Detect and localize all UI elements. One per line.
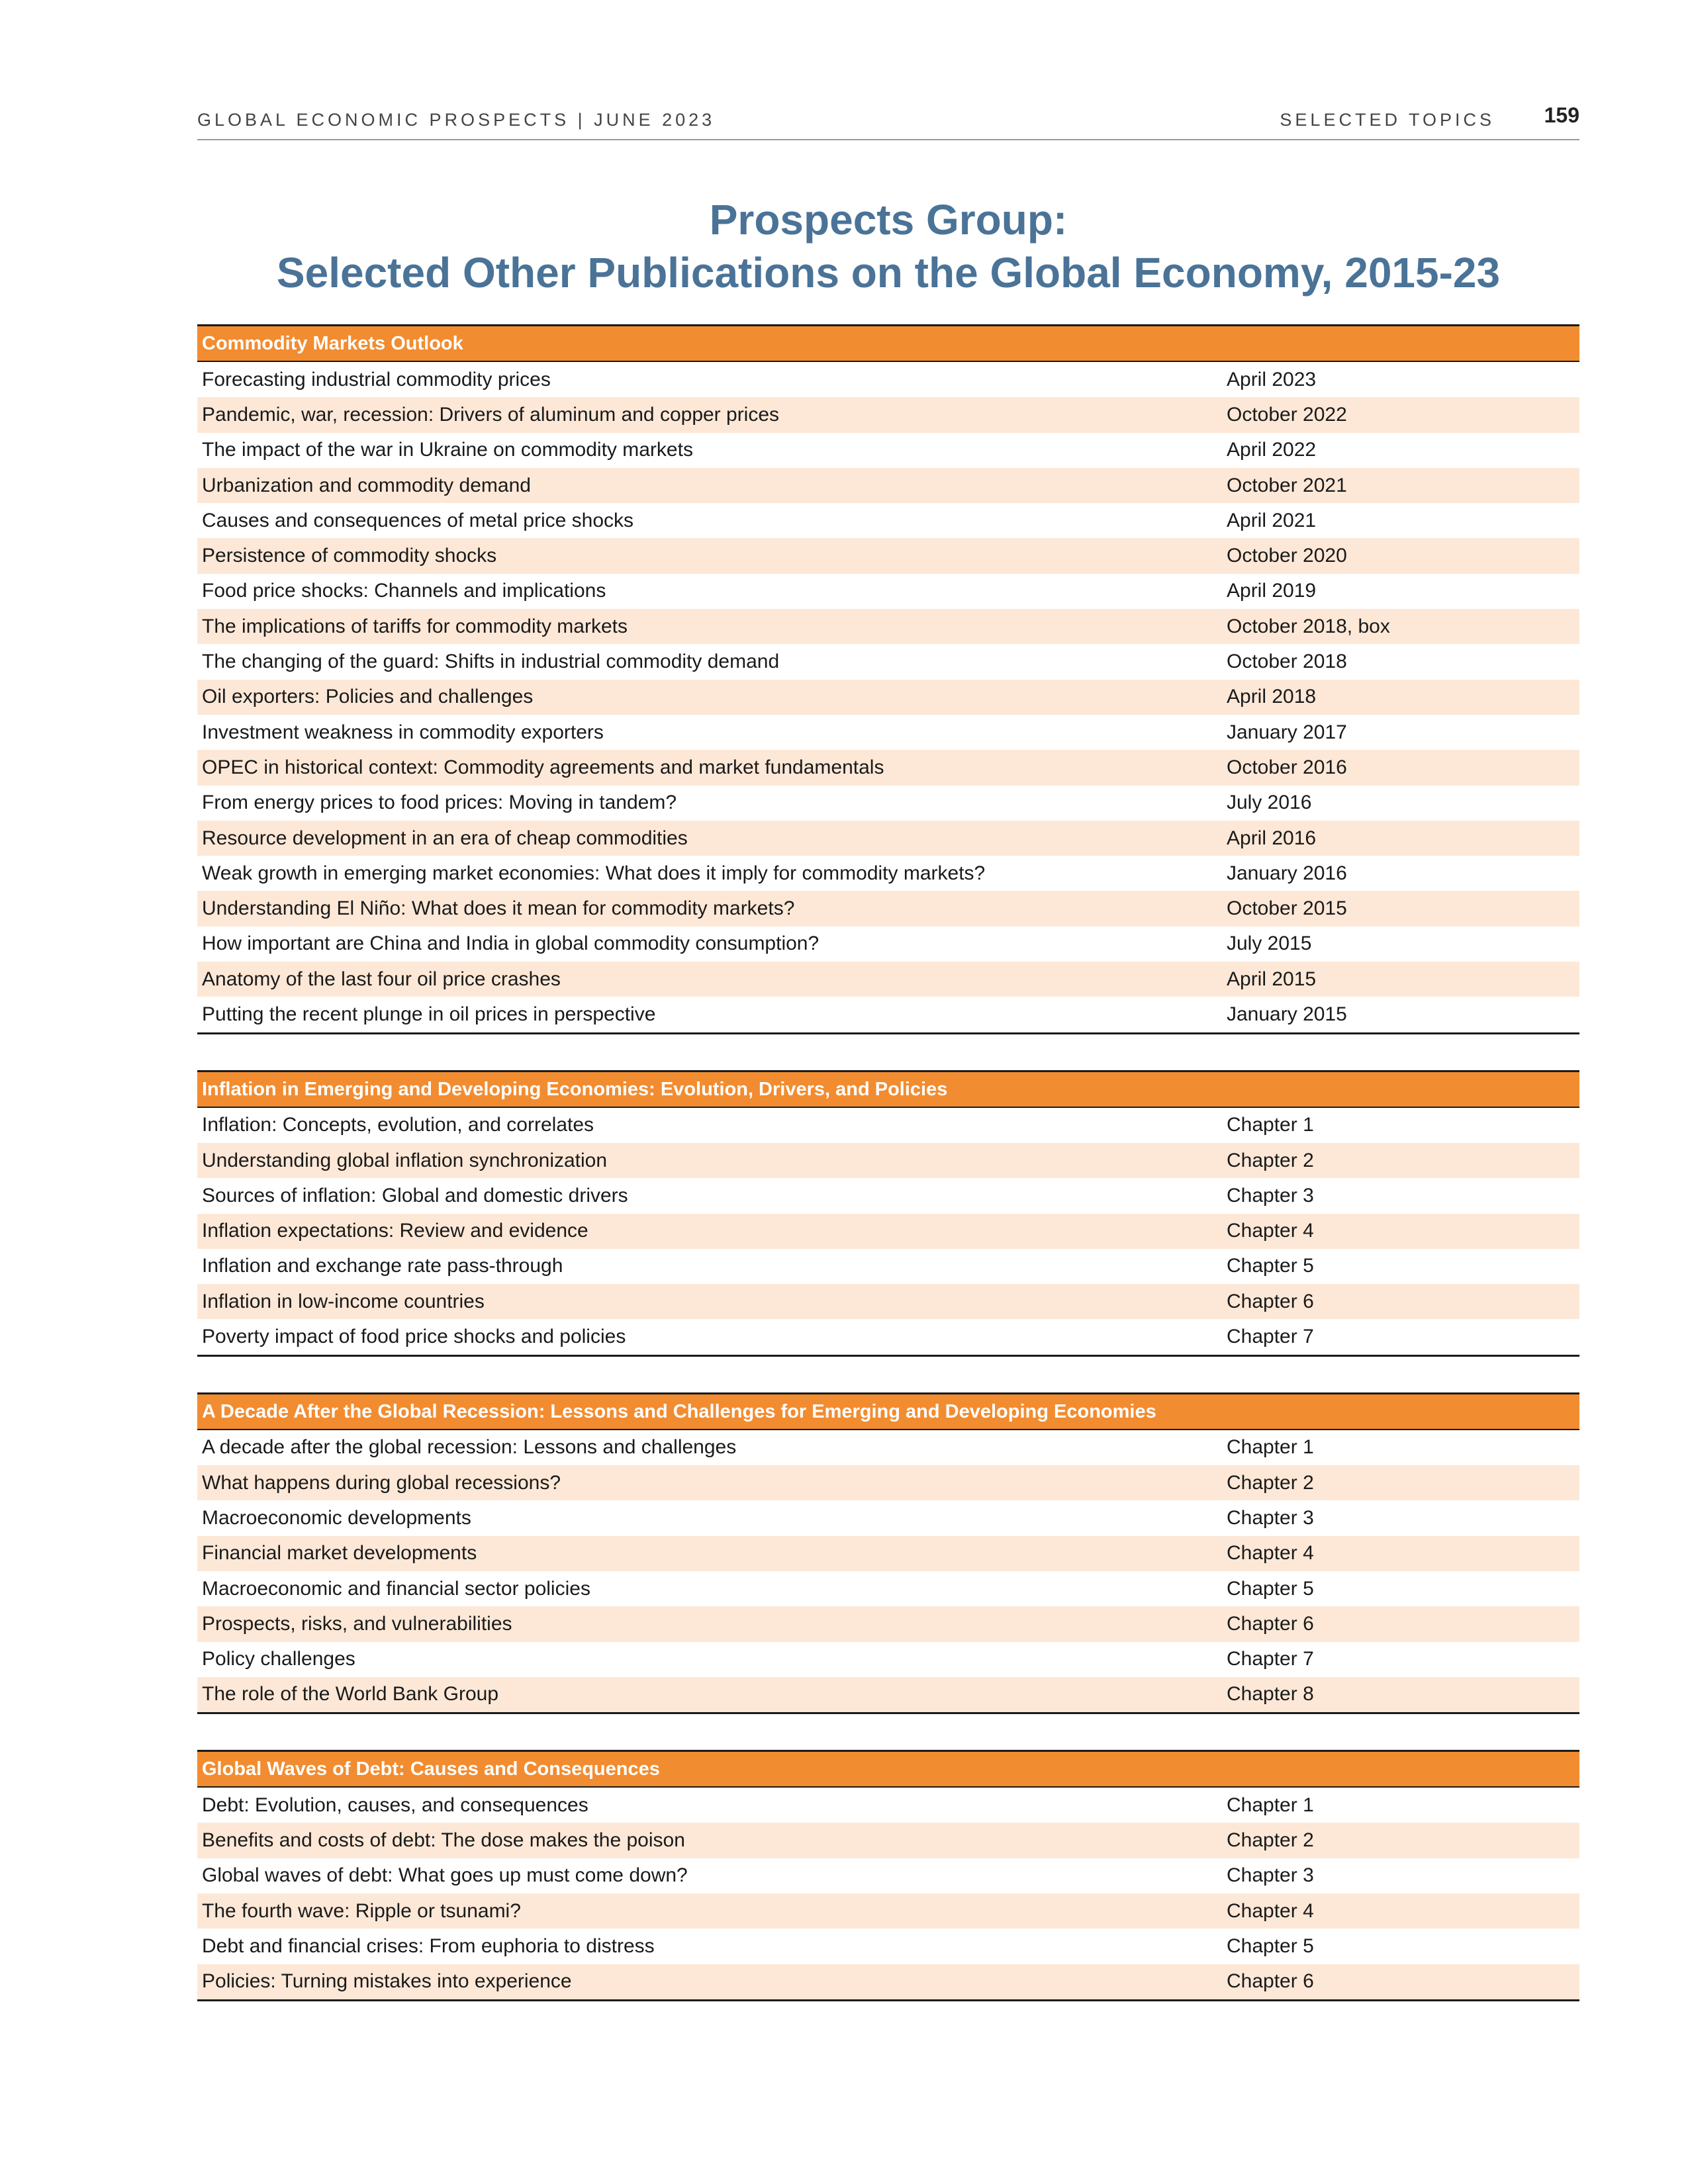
- table-row: [197, 1823, 1579, 1858]
- publication-date: July 2016: [1227, 792, 1312, 814]
- table-row: [197, 1536, 1579, 1571]
- publication-date: April 2021: [1227, 509, 1317, 531]
- table-row: [197, 1465, 1579, 1500]
- table-body: [197, 1788, 1579, 1999]
- table-row: [197, 856, 1579, 891]
- table-row: [197, 574, 1579, 609]
- publication-date: January 2016: [1227, 862, 1347, 884]
- page-title: [197, 193, 1579, 299]
- publication-title: Macroeconomic developments: [202, 1506, 471, 1529]
- publication-date: July 2015: [1227, 933, 1312, 955]
- table-row: [197, 1964, 1579, 1999]
- publication-title: Pandemic, war, recession: Drivers of aluminum and copper prices: [202, 403, 780, 426]
- publication-date: Chapter 4: [1227, 1542, 1314, 1565]
- publication-title: The changing of the guard: Shifts in industrial commodity demand: [202, 651, 780, 673]
- publication-title: Forecasting industrial commodity prices: [202, 368, 551, 390]
- publication-title: The role of the World Bank Group: [202, 1683, 499, 1706]
- publication-date: Chapter 6: [1227, 1970, 1314, 1993]
- publication-title: Macroeconomic and financial sector policies: [202, 1577, 590, 1600]
- table-heading: Global Waves of Debt: Causes and Consequences: [197, 1752, 1579, 1788]
- publication-title: OPEC in historical context: Commodity agreements and market fundamentals: [202, 756, 884, 778]
- table-row: [197, 891, 1579, 926]
- table-row: [197, 362, 1579, 397]
- publication-date: Chapter 1: [1227, 1436, 1314, 1459]
- publication-date: October 2021: [1227, 474, 1347, 496]
- table-row: [197, 1249, 1579, 1284]
- publication-title: From energy prices to food prices: Moving in tandem?: [202, 792, 677, 814]
- table-row: [197, 1284, 1579, 1319]
- publication-title: A decade after the global recession: Lessons and challenges: [202, 1436, 737, 1459]
- table-row: [197, 1788, 1579, 1823]
- table-row: [197, 927, 1579, 962]
- publication-date: October 2022: [1227, 403, 1347, 426]
- publication-title: The fourth wave: Ripple or tsunami?: [202, 1899, 521, 1922]
- publication-date: January 2015: [1227, 1003, 1347, 1025]
- publication-title: How important are China and India in global commodity consumption?: [202, 933, 820, 955]
- publication-date: October 2015: [1227, 897, 1347, 920]
- publication-title: Investment weakness in commodity exporters: [202, 721, 604, 743]
- publication-title: Inflation and exchange rate pass-through: [202, 1255, 563, 1277]
- publication-date: Chapter 2: [1227, 1471, 1314, 1494]
- publication-title: Persistence of commodity shocks: [202, 545, 497, 567]
- table-row: [197, 1893, 1579, 1929]
- publication-title: Urbanization and commodity demand: [202, 474, 531, 496]
- publication-date: Chapter 1: [1227, 1114, 1314, 1136]
- publication-title: Understanding El Niño: What does it mean for commodity markets?: [202, 897, 795, 920]
- publication-title: Inflation: Concepts, evolution, and correlates: [202, 1114, 594, 1136]
- publication-date: Chapter 8: [1227, 1683, 1314, 1706]
- table-row: [197, 1178, 1579, 1213]
- publication-date: Chapter 3: [1227, 1864, 1314, 1887]
- publication-title: Weak growth in emerging market economies: What does it imply for commodity markets?: [202, 862, 986, 884]
- publication-title: The impact of the war in Ukraine on commodity markets: [202, 439, 693, 461]
- section-name: SELECTED TOPICS: [1280, 110, 1495, 130]
- table-row: [197, 1677, 1579, 1712]
- publication-title: Oil exporters: Policies and challenges: [202, 686, 534, 708]
- publication-date: April 2018: [1227, 686, 1317, 708]
- publication-title: Financial market developments: [202, 1542, 477, 1565]
- publication-title: Understanding global inflation synchronization: [202, 1149, 608, 1171]
- publication-date: Chapter 3: [1227, 1506, 1314, 1529]
- table-heading: Inflation in Emerging and Developing Economies: Evolution, Drivers, and Policies: [197, 1072, 1579, 1108]
- publication-date: Chapter 7: [1227, 1326, 1314, 1348]
- table-body: [197, 1108, 1579, 1355]
- table-row: [197, 786, 1579, 821]
- table-row: [197, 1214, 1579, 1249]
- table-row: [197, 1108, 1579, 1143]
- publication-date: Chapter 2: [1227, 1829, 1314, 1852]
- publication-date: October 2020: [1227, 545, 1347, 567]
- table-row: [197, 397, 1579, 432]
- publication-date: Chapter 1: [1227, 1794, 1314, 1816]
- publication-date: April 2019: [1227, 580, 1317, 602]
- table-row: [197, 1143, 1579, 1178]
- table-heading: A Decade After the Global Recession: Lessons and Challenges for Emerging and Developing Economies: [197, 1394, 1579, 1430]
- table-row: [197, 1929, 1579, 1964]
- publication-title: Resource development in an era of cheap commodities: [202, 827, 688, 849]
- publication-date: Chapter 4: [1227, 1899, 1314, 1922]
- table-row: [197, 503, 1579, 538]
- publication-title: Debt: Evolution, causes, and consequences: [202, 1794, 588, 1816]
- table-row: [197, 538, 1579, 573]
- page-title-line-1: Prospects Group:: [709, 196, 1068, 244]
- publication-title: Benefits and costs of debt: The dose makes the poison: [202, 1829, 685, 1852]
- table-row: [197, 1500, 1579, 1535]
- publication-title: Debt and financial crises: From euphoria to distress: [202, 1934, 655, 1957]
- publication-date: Chapter 6: [1227, 1612, 1314, 1635]
- publication-table: [197, 1070, 1579, 1357]
- publication-name: GLOBAL ECONOMIC PROSPECTS | JUNE 2023: [197, 110, 716, 130]
- table-heading: Commodity Markets Outlook: [197, 326, 1579, 362]
- table-row: [197, 997, 1579, 1032]
- publication-date: Chapter 4: [1227, 1220, 1314, 1242]
- publication-title: Inflation expectations: Review and evidence: [202, 1220, 588, 1242]
- publication-date: October 2018, box: [1227, 615, 1390, 637]
- table-body: [197, 362, 1579, 1032]
- publication-title: Putting the recent plunge in oil prices in perspective: [202, 1003, 656, 1025]
- publication-date: October 2018: [1227, 651, 1347, 673]
- publication-table: [197, 1750, 1579, 2001]
- table-row: [197, 609, 1579, 644]
- table-row: [197, 1858, 1579, 1893]
- publication-date: April 2022: [1227, 439, 1317, 461]
- publication-date: Chapter 6: [1227, 1290, 1314, 1312]
- publication-date: April 2015: [1227, 968, 1317, 990]
- table-row: [197, 644, 1579, 679]
- publication-tables: [197, 324, 1579, 2037]
- publication-date: April 2023: [1227, 368, 1317, 390]
- publication-date: Chapter 5: [1227, 1934, 1314, 1957]
- table-row: [197, 1642, 1579, 1677]
- publication-date: Chapter 5: [1227, 1255, 1314, 1277]
- table-row: [197, 468, 1579, 503]
- publication-date: Chapter 3: [1227, 1184, 1314, 1206]
- publication-title: Causes and consequences of metal price shocks: [202, 509, 634, 531]
- table-row: [197, 1606, 1579, 1641]
- publication-title: Global waves of debt: What goes up must come down?: [202, 1864, 688, 1887]
- publication-title: What happens during global recessions?: [202, 1471, 561, 1494]
- table-row: [197, 750, 1579, 785]
- table-body: [197, 1430, 1579, 1712]
- page-title-line-2: Selected Other Publications on the Global Economy, 2015-23: [276, 249, 1501, 296]
- publication-title: Anatomy of the last four oil price crashes: [202, 968, 561, 990]
- publication-date: January 2017: [1227, 721, 1347, 743]
- page-number: 159: [1544, 103, 1579, 127]
- publication-table: [197, 1392, 1579, 1714]
- publication-date: Chapter 7: [1227, 1648, 1314, 1670]
- table-row: [197, 680, 1579, 715]
- table-row: [197, 1571, 1579, 1606]
- publication-date: Chapter 5: [1227, 1577, 1314, 1600]
- running-header: [197, 99, 1579, 140]
- publication-title: Poverty impact of food price shocks and policies: [202, 1326, 626, 1348]
- table-row: [197, 433, 1579, 468]
- table-row: [197, 715, 1579, 750]
- publication-title: Inflation in low-income countries: [202, 1290, 485, 1312]
- publication-title: Policy challenges: [202, 1648, 355, 1670]
- publication-title: Prospects, risks, and vulnerabilities: [202, 1612, 512, 1635]
- table-row: [197, 821, 1579, 856]
- publication-title: Food price shocks: Channels and implications: [202, 580, 606, 602]
- publication-date: Chapter 2: [1227, 1149, 1314, 1171]
- publication-date: October 2016: [1227, 756, 1347, 778]
- table-row: [197, 962, 1579, 997]
- table-row: [197, 1430, 1579, 1465]
- publication-table: [197, 324, 1579, 1034]
- publication-title: Policies: Turning mistakes into experience: [202, 1970, 572, 1993]
- publication-title: The implications of tariffs for commodity markets: [202, 615, 628, 637]
- publication-date: April 2016: [1227, 827, 1317, 849]
- publication-title: Sources of inflation: Global and domestic drivers: [202, 1184, 628, 1206]
- table-row: [197, 1319, 1579, 1354]
